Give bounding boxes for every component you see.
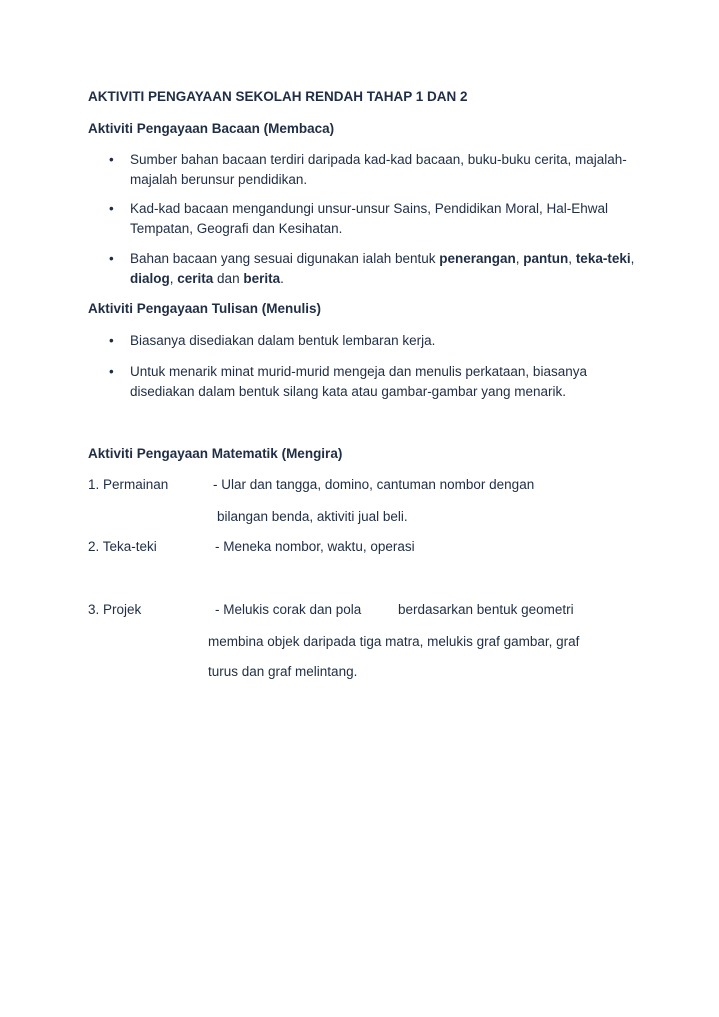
keyword: cerita <box>177 271 214 286</box>
keyword: teka-teki <box>575 251 631 266</box>
list-item-text: Biasanya disediakan dalam bentuk lembaran kerja. <box>130 333 436 348</box>
list-item-text: Sumber bahan bacaan terdiri daripada kad-kad bacaan, buku-buku cerita, majalah- <box>130 152 627 167</box>
list-item-text: majalah berunsur pendidikan. <box>130 172 308 187</box>
list-item-text: Bahan bacaan yang sesuai digunakan ialah bentuk <box>130 251 440 266</box>
list-item-text: Tempatan, Geografi dan Kesihatan. <box>130 221 343 236</box>
row-description: bilangan benda, aktiviti jual beli. <box>217 509 408 524</box>
list-item-text: disediakan dalam bentuk silang kata atau gambar-gambar yang menarik. <box>130 384 567 399</box>
row-description: - Ular dan tangga, domino, cantuman nombor dengan <box>213 477 535 492</box>
row-description: membina objek daripada tiga matra, melukis graf gambar, graf <box>208 634 580 649</box>
keyword: berita <box>243 271 281 286</box>
row-label: 1. Permainan <box>88 477 169 492</box>
bullet-icon: • <box>109 152 114 167</box>
separator: , <box>515 251 524 266</box>
keyword: pantun <box>523 251 569 266</box>
list-item-text <box>130 250 634 268</box>
writing-section-heading: Aktiviti Pengayaan Tulisan (Menulis) <box>88 301 322 316</box>
keyword: dialog <box>130 271 170 286</box>
separator: dan <box>213 271 244 286</box>
document-title: AKTIVITI PENGAYAAN SEKOLAH RENDAH TAHAP 1 DAN 2 <box>88 89 468 104</box>
bullet-icon: • <box>109 251 114 266</box>
separator: , <box>568 251 576 266</box>
separator: , <box>630 251 635 266</box>
list-item-text: Untuk menarik minat murid-murid mengeja dan menulis perkataan, biasanya <box>130 364 587 379</box>
bullet-icon: • <box>109 364 114 379</box>
list-item-text: Kad-kad bacaan mengandungi unsur-unsur Sains, Pendidikan Moral, Hal-Ehwal <box>130 201 609 216</box>
row-description: - Meneka nombor, waktu, operasi <box>215 539 415 554</box>
row-description: - Melukis corak dan pola <box>215 602 362 617</box>
separator: , <box>169 271 178 286</box>
bullet-icon: • <box>109 201 114 216</box>
row-description: turus dan graf melintang. <box>208 664 358 679</box>
keyword: penerangan <box>439 251 516 266</box>
bullet-icon: • <box>109 333 114 348</box>
row-label: 2. Teka-teki <box>88 539 157 554</box>
reading-section-heading: Aktiviti Pengayaan Bacaan (Membaca) <box>88 121 335 136</box>
row-description: berdasarkan bentuk geometri <box>398 602 574 617</box>
row-label: 3. Projek <box>88 602 142 617</box>
math-section-heading: Aktiviti Pengayaan Matematik (Mengira) <box>88 446 343 461</box>
separator: . <box>280 271 284 286</box>
list-item-text <box>130 270 284 288</box>
